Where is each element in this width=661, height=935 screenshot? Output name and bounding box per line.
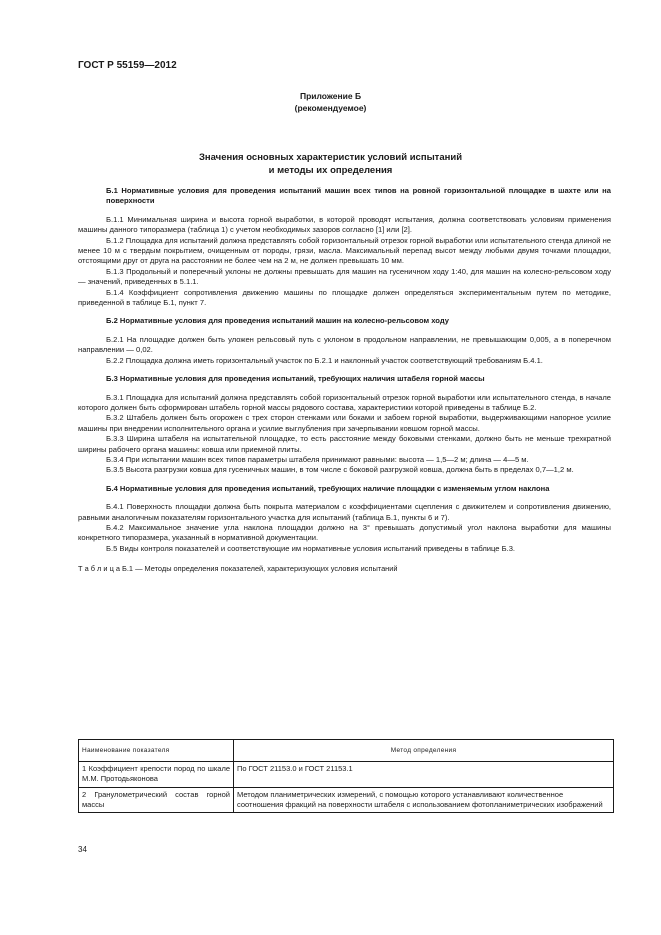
document-code: ГОСТ Р 55159—2012: [78, 60, 177, 71]
methods-table: [78, 739, 614, 813]
section-heading-b3: Б.3 Нормативные условия для проведения испытаний, требующих наличия штабеля горной массы: [106, 374, 485, 384]
paragraph-b1-1: Б.1.1 Минимальная ширина и высота горной выработки, в которой проводят испытания, должна соответствовать условиям применения машины данного типоразмера (таблица 1) с учетом необходимых зазоров согласно [1] или [2].: [78, 214, 611, 235]
appendix-note: (рекомендуемое): [294, 103, 367, 113]
paragraph-b2-2: Б.2.2 Площадка должна иметь горизонтальный участок по Б.2.1 и наклонный участок соответствующий требованиям Б.4.1.: [106, 355, 543, 365]
table-row: [79, 762, 614, 787]
table-cell-indicator: 1 Коэффициент крепости пород по шкале М.М. Протодьяконова: [79, 762, 234, 787]
table-row: [79, 787, 614, 812]
table-header-method: Метод определения: [234, 740, 614, 762]
appendix-heading: [0, 90, 661, 114]
table-header-indicator: Наименование показателя: [79, 740, 234, 762]
title-line-1: Значения основных характеристик условий испытаний: [198, 152, 463, 163]
table-cell-indicator: 2 Гранулометрический состав горной массы: [79, 787, 234, 812]
paragraph-b1-3: Б.1.3 Продольный и поперечный уклоны не должны превышать для машин на гусеничном ходу 1:40, для машин на колесно-рельсовом ходу — значений, приведенных в 5.1.1.: [78, 266, 611, 287]
paragraph-b4-1: Б.4.1 Поверхность площадки должна быть покрыта материалом с коэффициентами сцепления с движителем и сопротивления движению, равными аналогичным показателям горизонтального участка для испытаний (таблица Б.1, пункты 6 и 7).: [78, 502, 611, 522]
table-header-row: [79, 740, 614, 762]
paragraph-b5: Б.5 Виды контроля показателей и соответствующие им нормативные условия испытаний приведены в таблице Б.3.: [106, 543, 516, 553]
section-heading-b1: Б.1 Нормативные условия для проведения испытаний машин всех типов на ровной горизонтальной площадке в шахте или на поверхности: [106, 186, 611, 206]
table-cell-method: По ГОСТ 21153.0 и ГОСТ 21153.1: [234, 762, 614, 787]
document-body: [78, 186, 611, 575]
section-heading-b4: Б.4 Нормативные условия для проведения испытаний, требующих наличие площадки с изменяемым углом наклона: [106, 483, 550, 493]
table-caption: Т а б л и ц а Б.1 — Методы определения показателей, характеризующих условия испытаний: [78, 564, 398, 574]
paragraph-b3-4: Б.3.4 При испытании машин всех типов параметры штабеля принимают равными: высота — 1,5—2 м; длина — 4—5 м.: [106, 454, 529, 464]
paragraph-b1-2: Б.1.2 Площадка для испытаний должна представлять собой горизонтальный отрезок горной выработки или испытательного стенда длиной не менее 10 м с твердым покрытием, очищенным от породы, грязи, масла. Максимальный перепад высот между любыми двумя точками площадки, отстоящими друг от друга на расстоянии не более чем на 2 м, не должен превышать 10 мм.: [78, 235, 611, 266]
section-heading-b2: Б.2 Нормативные условия для проведения испытаний машин на колесно-рельсовом ходу: [106, 316, 449, 326]
paragraph-b4-2: Б.4.2 Максимальное значение угла наклона площадки должно на 3° превышать допустимый угол наклона выработки для машины конкретного типоразмера, указанный в нормативной документации.: [78, 522, 611, 543]
paragraph-b3-1: Б.3.1 Площадка для испытаний должна представлять собой горизонтальный отрезок горной выработки или испытательного стенда, в начале которого должен быть сформирован штабель горной массы рядового состава, характеристики которой приведены в таблице Б.2.: [78, 392, 611, 412]
paragraph-b3-5: Б.3.5 Высота разгрузки ковша для гусеничных машин, в том числе с боковой разгрузкой ковша, должна быть в пределах 0,7—1,2 м.: [106, 465, 574, 475]
title-line-2: и методы их определения: [268, 165, 393, 176]
appendix-label: Приложение Б: [299, 91, 362, 101]
page-number: 34: [78, 845, 87, 854]
table-cell-method: Методом планиметрических измерений, с помощью которого устанавливают количественное соотношения фракций на поверхности штабеля с использованием фотопланиметрических изображений: [234, 787, 614, 812]
paragraph-b2-1: Б.2.1 На площадке должен быть уложен рельсовый путь с уклоном в продольном направлении, не превышающим 0,005, а в поперечном направлении — 0,02.: [78, 334, 611, 355]
paragraph-b3-2: Б.3.2 Штабель должен быть огорожен с трех сторон стенками или боками и забоем горной выработки, выдерживающими напорное усилие машины при внедрении исполнительного органа и усилие выглубления при зачерпывании ковшом горной массы.: [78, 413, 611, 433]
paragraph-b3-3: Б.3.3 Ширина штабеля на испытательной площадке, то есть расстояние между боковыми стенками, должно быть не меньше трехкратной ширины рабочего органа машины: ковша или приемной плиты.: [78, 434, 611, 454]
paragraph-b1-4: Б.1.4 Коэффициент сопротивления движению машины по площадке должен определяться экспериментальным путем по методике, приведенной в таблице Б.1, пункт 7.: [78, 287, 611, 308]
page-title: [0, 151, 661, 177]
